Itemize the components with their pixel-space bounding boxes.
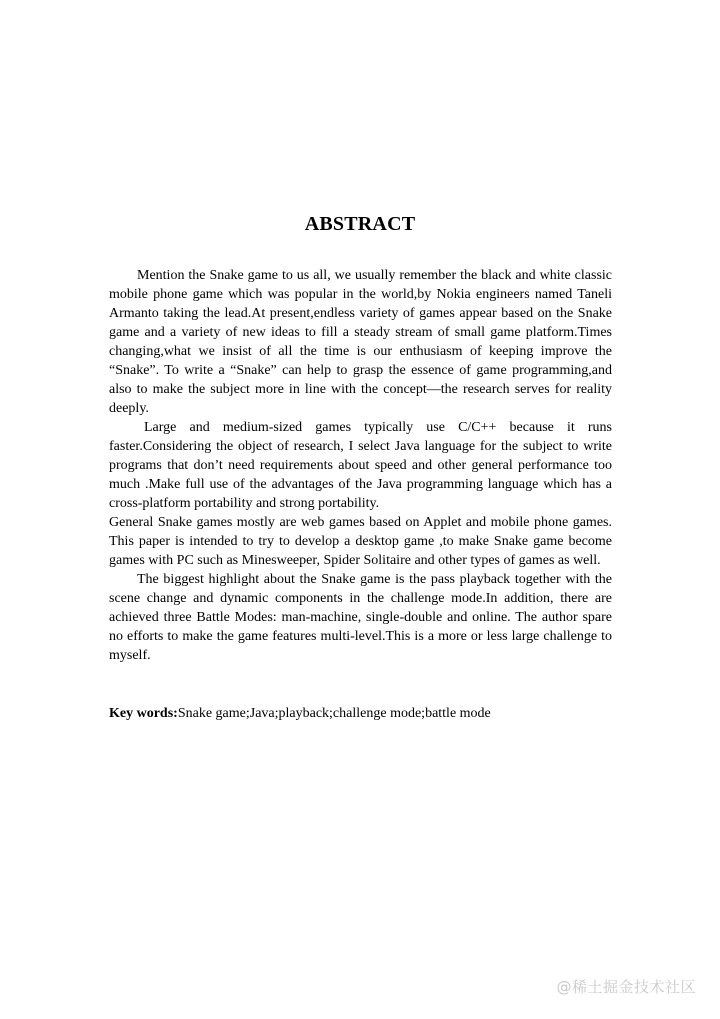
abstract-paragraph-3: General Snake games mostly are web games based on Applet and mobile phone games. This paper is intended to try to develop a desktop game ,to make Snake game become games with PC such as Minesweeper, Spider Solitaire and other types of games as well. [109,515,612,568]
watermark: @稀土掘金技术社区 [556,978,696,996]
abstract-paragraph-1: Mention the Snake game to us all, we usually remember the black and white classic mobile phone game which was popular in the world,by Nokia engineers named Taneli Armanto taking the lead.At present,endless variety of games appear based on the Snake game and a variety of new ideas to fill a steady stream of small game platform.Times changing,what we insist of all the time is our enthusiasm of keeping improve the “Snake”. To write a “Snake” can help to grasp the essence of game programming,and also to make the subject more in line with the concept—the research serves for reality deeply. [109,268,612,416]
keywords-line [109,704,612,723]
abstract-paragraph-4: The biggest highlight about the Snake game is the pass playback together with the scene change and dynamic components in the challenge mode.In addition, there are achieved three Battle Modes: man-machine, single-double and online. The author spare no efforts to make the game features multi-level.This is a more or less large challenge to myself. [109,572,612,663]
keywords-label: Key words: [109,706,178,721]
abstract-paragraph-2: Large and medium-sized games typically use C/C++ because it runs faster.Considering the object of research, I select Java language for the subject to write programs that don’t need requirements about speed and other general performance too much .Make full use of the advantages of the Java programming language which has a cross-platform portability and strong portability. [109,420,612,511]
keywords-value: Snake game;Java;playback;challenge mode;battle mode [177,706,491,721]
abstract-title: ABSTRACT [304,213,416,235]
abstract-body [109,266,612,665]
